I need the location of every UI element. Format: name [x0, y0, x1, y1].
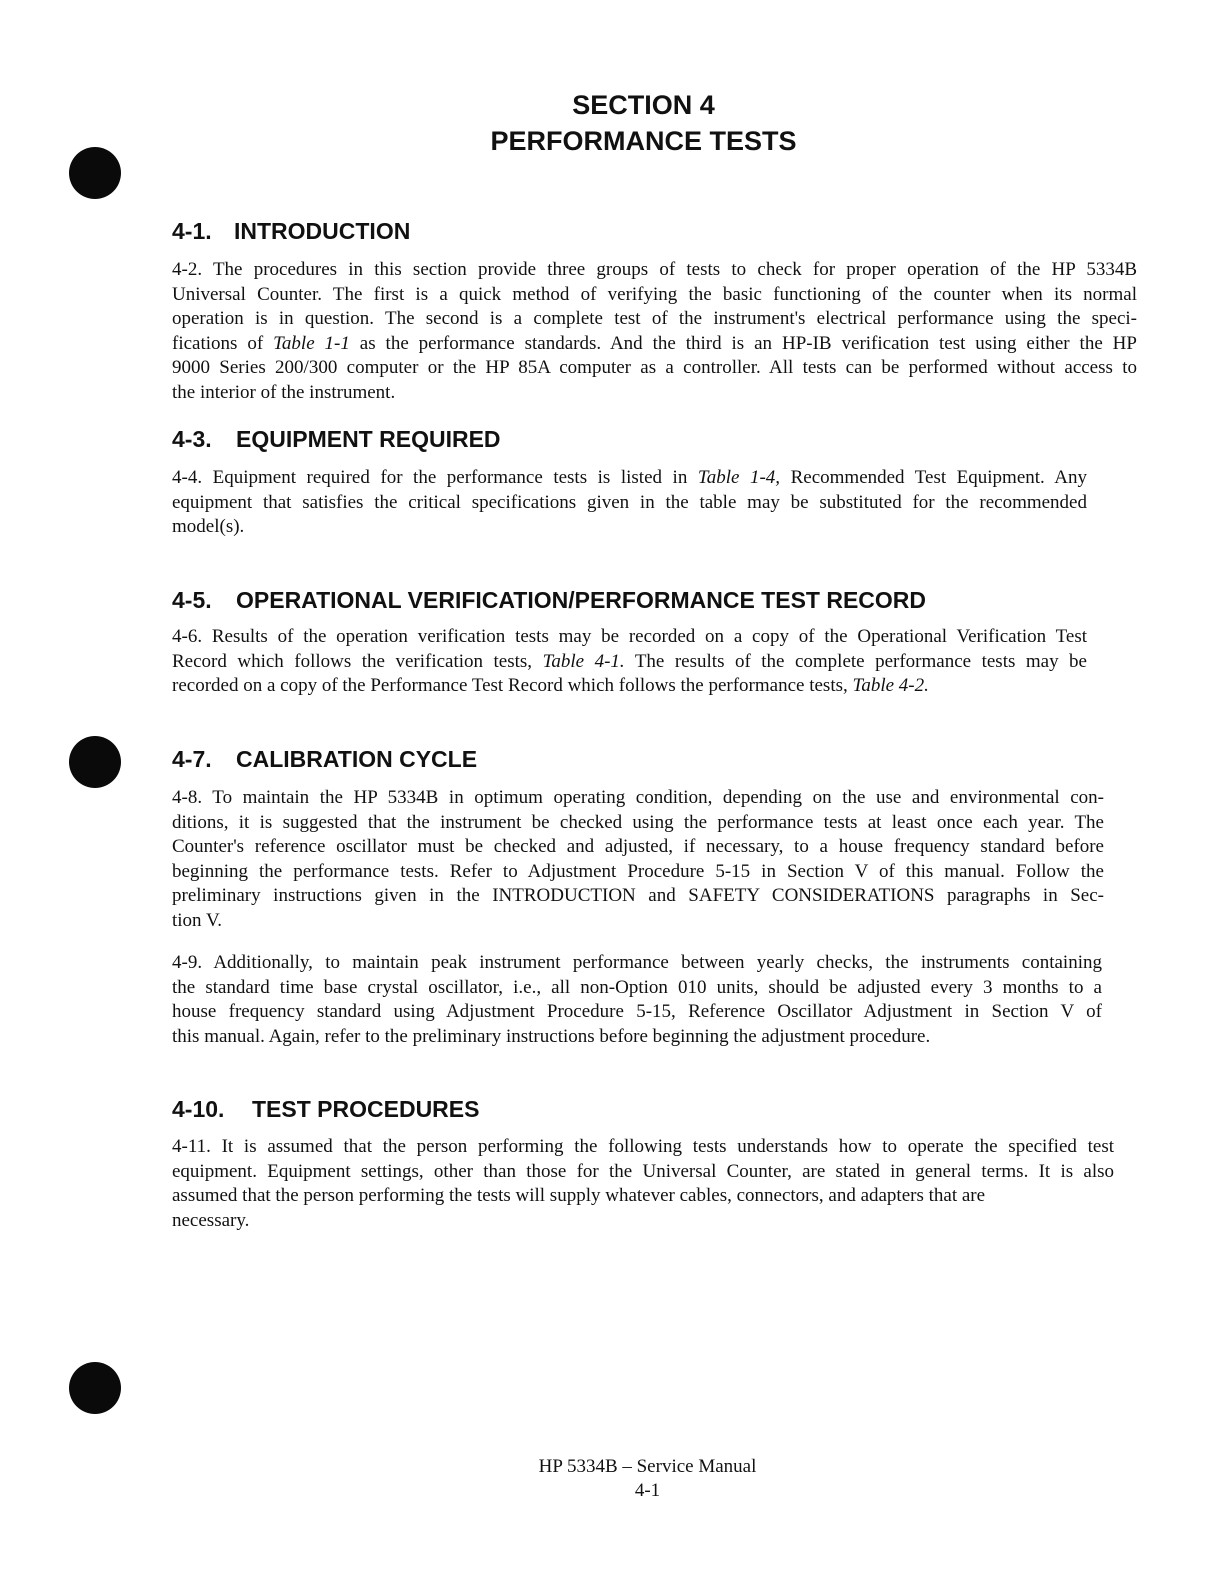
text-line: recorded on a copy of the Performance Test Record which follows the performance tests, Table 4-2.: [172, 675, 929, 696]
heading-number: 4-7.: [172, 746, 212, 772]
binder-hole-middle: [69, 736, 121, 788]
text-line: equipment that satisfies the critical specifications given in the table may be substituted for the recommended: [172, 491, 1087, 513]
text-line: 4-8. To maintain the HP 5334B in optimum operating condition, depending on the use and environmental con-: [172, 787, 1104, 808]
text-line: ditions, it is suggested that the instrument be checked using the performance tests at least once each year. The: [172, 811, 1104, 833]
heading-calibration-cycle: [172, 745, 477, 773]
text-line: 9000 Series 200/300 computer or the HP 85A computer as a controller. All tests can be performed without access to: [172, 357, 1137, 378]
paragraph-4-11: [172, 1135, 1114, 1233]
text-line: necessary.: [172, 1209, 250, 1231]
text-line: equipment. Equipment settings, other than those for the Universal Counter, are stated in general terms. It is also: [172, 1160, 1114, 1182]
paragraph-4-4: [172, 466, 1087, 540]
section-label: SECTION 4: [572, 90, 715, 120]
text-line: model(s).: [172, 516, 245, 537]
heading-title: CALIBRATION CYCLE: [236, 746, 478, 772]
text-line: this manual. Again, refer to the preliminary instructions before beginning the adjustment procedure.: [172, 1025, 931, 1047]
text-line: 4-4. Equipment required for the performance tests is listed in Table 1-4, Recommended Test Equipment. Any: [172, 467, 1088, 488]
text-line: 4-11. It is assumed that the person performing the following tests understands how to operate the specified test: [172, 1136, 1114, 1157]
heading-introduction: [172, 217, 410, 245]
text-line: Record which follows the verification tests, Table 4-1. The results of the complete performance tests may be: [172, 650, 1087, 672]
text-line: the interior of the instrument.: [172, 381, 396, 403]
heading-test-record: [172, 586, 926, 614]
heading-title: EQUIPMENT REQUIRED: [236, 426, 501, 452]
text-line: 4-6. Results of the operation verification tests may be recorded on a copy of the Operational Verification Test: [172, 626, 1087, 647]
text-line: 4-9. Additionally, to maintain peak instrument performance between yearly checks, the instruments containing: [172, 952, 1102, 973]
text-line: Universal Counter. The first is a quick method of verifying the basic functioning of the counter when its normal: [172, 283, 1137, 305]
heading-number: 4-5.: [172, 587, 212, 613]
heading-test-procedures: [172, 1095, 479, 1123]
table-reference: Table 4-2.: [852, 675, 929, 696]
heading-equipment-required: [172, 425, 501, 453]
table-reference: Table 4-1.: [542, 650, 625, 672]
footer-manual-title: HP 5334B – Service Manual: [538, 1456, 757, 1477]
page-title: PERFORMANCE TESTS: [490, 126, 797, 156]
paragraph-4-2: [172, 258, 1137, 405]
text-line: 4-2. The procedures in this section provide three groups of tests to check for proper operation of the HP 5334B: [172, 259, 1137, 280]
heading-title: TEST PROCEDURES: [252, 1096, 480, 1122]
text-line: operation is in question. The second is a complete test of the instrument's electrical performance using the speci-: [172, 308, 1137, 329]
table-reference: Table 1-1: [273, 332, 350, 354]
paragraph-4-8: [172, 786, 1104, 933]
heading-number: 4-1.: [172, 218, 212, 244]
paragraph-4-9: [172, 951, 1102, 1049]
heading-number: 4-10.: [172, 1096, 225, 1122]
text-line: tion V.: [172, 909, 222, 931]
text-line: house frequency standard using Adjustment Procedure 5-15, Reference Oscillator Adjustment in Section V of: [172, 1001, 1102, 1022]
text-line: beginning the performance tests. Refer to Adjustment Procedure 5-15 in Section V of this manual. Follow the: [172, 860, 1104, 882]
text-line: preliminary instructions given in the INTRODUCTION and SAFETY CONSIDERATIONS paragraphs in Sec-: [172, 885, 1104, 906]
text-line: fications of Table 1-1 as the performance standards. And the third is an HP-IB verification test using either the HP: [172, 332, 1137, 354]
table-reference: Table 1-4,: [697, 467, 781, 488]
text-line: Counter's reference oscillator must be checked and adjusted, if necessary, to a house frequency standard before: [172, 836, 1104, 857]
heading-title: INTRODUCTION: [234, 218, 411, 244]
text-line: assumed that the person performing the tests will supply whatever cables, connectors, and adapters that are: [172, 1185, 986, 1206]
heading-title: OPERATIONAL VERIFICATION/PERFORMANCE TEST RECORD: [236, 587, 927, 613]
page-number: 4-1: [634, 1480, 661, 1501]
text-line: the standard time base crystal oscillator, i.e., all non-Option 010 units, should be adjusted every 3 months to a: [172, 976, 1102, 998]
binder-hole-bottom: [69, 1362, 121, 1414]
heading-number: 4-3.: [172, 426, 212, 452]
paragraph-4-6: [172, 625, 1087, 699]
